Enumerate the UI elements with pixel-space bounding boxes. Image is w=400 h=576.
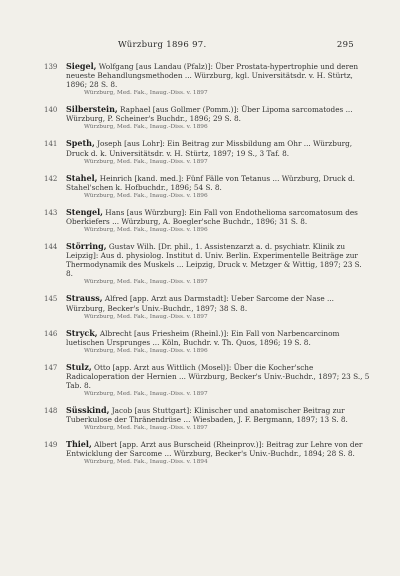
bibliography-entry — [44, 242, 370, 286]
bibliography-entry — [44, 139, 370, 165]
bibliography-entry — [44, 174, 370, 200]
entry-number: 143 — [44, 208, 58, 217]
faculty-note: Würzburg, Med. Fak., Inaug.-Diss. v. 1897 — [84, 90, 208, 97]
entry-text: Gustav Wilh. [Dr. phil., 1. Assistenzarzt a. d. psychiatr. Klinik zu Leipzig]: Aus d. physiolog. Institut d. Univ. Berlin. Experimentelle Beiträge zur Thermodynamik des Muskels ... Leipzig, Druck v. Metzger & Wittig, 1897; 23 S. 8. — [66, 242, 362, 279]
entry-number: 147 — [44, 363, 58, 372]
faculty-note: Würzburg, Med. Fak., Inaug.-Diss. v. 1896 — [84, 227, 208, 234]
faculty-note: Würzburg, Med. Fak., Inaug.-Diss. v. 1897 — [84, 391, 208, 398]
entry-text: Albrecht [aus Friesheim (Rheinl.)]: Ein Fall von Narbencarcinom luetischen Ursprunges ... Köln, Buchdr. v. Th. Quos, 1896; 19 S. 8. — [66, 328, 340, 347]
author-surname: Störring, — [66, 241, 107, 252]
author-surname: Stengel, — [66, 206, 103, 217]
header-title: Würzburg 1896 97. — [118, 40, 207, 50]
author-surname: Stulz, — [66, 361, 92, 372]
faculty-note: Würzburg, Med. Fak., Inaug.-Diss. v. 1897 — [84, 313, 208, 320]
entry-text: Alfred [app. Arzt aus Darmstadt]: Ueber Sarcome der Nase ... Würzburg, Becker's Univ.-Buchdr., 1897; 38 S. 8. — [66, 294, 334, 313]
author-surname: Stahel, — [66, 172, 98, 183]
entry-number: 140 — [44, 106, 58, 115]
entry-text: Wolfgang [aus Landau (Pfalz)]: Über Prostata-hypertrophie und deren neueste Behandlungsmethoden ... Würzburg, kgl. Universitätsdr. v. H. Stürtz, 1896; 28 S. 8. — [66, 62, 359, 90]
entry-body — [66, 174, 370, 192]
bibliography-entry — [44, 363, 370, 398]
entry-number: 149 — [44, 441, 58, 450]
entry-text: Joseph [aus Lohr]: Ein Beitrag zur Missbildung am Ohr ... Würzburg, Druck d. k. Universitätsdr. v. H. Stürtz, 1897; 19 S., 3 Taf. 8. — [66, 139, 353, 158]
entry-list — [44, 62, 370, 466]
entry-text: Otto [app. Arzt aus Wittlich (Mosel)]: Über die Kocher'sche Radicaloperation der Hernien ... Würzburg, Becker's Univ.-Buchdr., 1897; 23 S., 5 Tab. 8. — [66, 362, 370, 390]
author-surname: Stryck, — [66, 327, 98, 338]
bibliography-entry — [44, 105, 370, 131]
bibliography-entry — [44, 329, 370, 355]
bibliography-entry — [44, 440, 370, 466]
bibliography-entry — [44, 406, 370, 432]
entry-text: Heinrich [kand. med.]: Fünf Fälle von Tetanus ... Würzburg, Druck d. Stahel'schen k. Hofbuchdr., 1896; 54 S. 8. — [66, 173, 355, 192]
entry-number: 146 — [44, 329, 58, 338]
entry-number: 144 — [44, 243, 58, 252]
author-surname: Silberstein, — [66, 104, 118, 115]
entry-text: Hans [aus Würzburg]: Ein Fall von Endothelioma sarcomatosum des Oberkiefers ... Würzburg, A. Boegler'sche Buchdr., 1896; 31 S. 8. — [66, 207, 358, 226]
entry-body — [66, 363, 370, 390]
faculty-note: Würzburg, Med. Fak., Inaug.-Diss. v. 1894 — [84, 459, 208, 466]
entry-number: 139 — [44, 63, 58, 71]
entry-body — [66, 329, 370, 347]
faculty-note: Würzburg, Med. Fak., Inaug.-Diss. v. 1897 — [84, 425, 208, 432]
entry-body — [66, 406, 370, 424]
entry-text: Raphael [aus Gollmer (Pomm.)]: Über Lipoma sarcomatodes ... Würzburg, P. Scheiner's Buchdr., 1896; 29 S. 8. — [66, 105, 353, 124]
entry-body — [66, 105, 370, 123]
faculty-note: Würzburg, Med. Fak., Inaug.-Diss. v. 1897 — [84, 158, 208, 165]
faculty-note: Würzburg, Med. Fak., Inaug.-Diss. v. 1897 — [84, 279, 208, 286]
faculty-note: Würzburg, Med. Fak., Inaug.-Diss. v. 1896 — [84, 347, 208, 354]
entry-body — [66, 139, 370, 157]
running-header — [44, 40, 370, 54]
entry-body — [66, 440, 370, 458]
entry-body — [66, 208, 370, 226]
entry-text: Jacob [aus Stuttgart]: Klinischer und anatomischer Beitrag zur Tuberkulose der Thränendrüse ... Wiesbaden, J. F. Bergmann, 1897; 13 S. 8. — [66, 406, 348, 425]
entry-number: 148 — [44, 407, 58, 416]
page-number: 295 — [336, 40, 354, 50]
author-surname: Speth, — [66, 138, 95, 149]
entry-number: 145 — [44, 295, 58, 304]
author-surname: Strauss, — [66, 293, 103, 304]
entry-text: Albert [app. Arzt aus Burscheid (Rheinprov.)]: Beitrag zur Lehre von der Entwicklung der Sarcome ... Würzburg, Becker's Univ.-Buchdr., 1894; 28 S. 8. — [66, 440, 363, 459]
entry-body — [66, 294, 370, 312]
bibliography-entry — [44, 208, 370, 234]
author-surname: Thiel, — [66, 439, 92, 450]
entry-body — [66, 242, 370, 278]
entry-body — [66, 62, 370, 89]
faculty-note: Würzburg, Med. Fak., Inaug.-Diss. v. 1896 — [84, 124, 208, 131]
entry-number: 141 — [44, 140, 58, 149]
bibliography-entry — [44, 294, 370, 320]
entry-number: 142 — [44, 174, 58, 183]
author-surname: Süsskind, — [66, 405, 110, 416]
faculty-note: Würzburg, Med. Fak., Inaug.-Diss. v. 1896 — [84, 192, 208, 199]
bibliography-entry — [44, 62, 370, 97]
author-surname: Siegel, — [66, 61, 97, 71]
